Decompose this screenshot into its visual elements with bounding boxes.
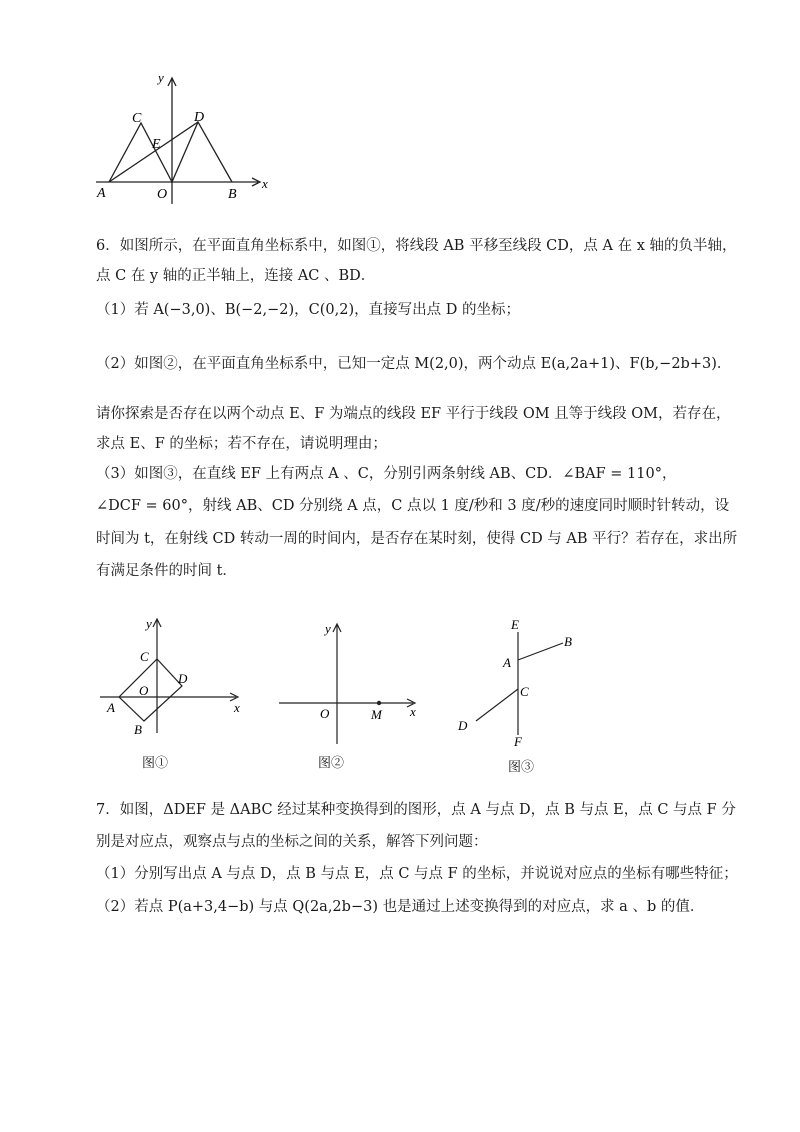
f2-label-x: x — [410, 704, 416, 719]
f3-label-f: F — [514, 734, 522, 749]
figure-2 — [279, 624, 415, 744]
f1-label-x: x — [234, 700, 240, 715]
label-b: B — [228, 187, 237, 202]
q7-line-2: 别是对应点，观察点与点的坐标之间的关系，解答下列问题： — [96, 834, 488, 850]
q6-line-4: （2）如图②，在平面直角坐标系中，已知一定点 M(2,0)，两个动点 E(a,2a+1)、F(b,−2b+3)． — [96, 356, 732, 372]
q6-line-8: ∠DCF = 60°，射线 AB、CD 分别绕 A 点，C 点以 1 度/秒和 3 度/秒的速度同时顺时针转动，设 — [96, 498, 730, 514]
label-a: A — [97, 186, 106, 201]
f3-label-a: A — [503, 655, 511, 670]
figure-1 — [100, 619, 238, 733]
label-c: C — [132, 111, 142, 126]
label-o: O — [157, 187, 168, 202]
f1-label-a: A — [107, 700, 115, 715]
f3-label-b: B — [564, 634, 572, 649]
point-m — [377, 701, 381, 705]
label-y: y — [158, 70, 164, 85]
f2-label-y: y — [325, 621, 331, 636]
segments-ac-co-od-db — [109, 122, 232, 182]
q6-line-3: （1）若 A(−3,0)、B(−2,−2)，C(0,2)，直接写出点 D 的坐标； — [96, 302, 520, 318]
q6-line-9: 时间为 t，在射线 CD 转动一周的时间内，是否存在某时刻，使得 CD 与 AB 平行？若存在，求出所 — [96, 531, 738, 547]
q7-line-3: （1）分别写出点 A 与点 D，点 B 与点 E，点 C 与点 F 的坐标，并说说对应点的坐标有哪些特征； — [96, 866, 738, 882]
f1-label-d: D — [178, 671, 188, 686]
q6-line-5: 请你探索是否存在以两个动点 E、F 为端点的线段 EF 平行于线段 OM 且等于线段 OM，若存在， — [96, 406, 731, 422]
q6-line-10: 有满足条件的时间 t． — [96, 563, 237, 579]
q6-line-1: 6．如图所示，在平面直角坐标系中，如图①，将线段 AB 平移至线段 CD，点 A 在 x 轴的负半轴， — [96, 238, 737, 254]
label-d: D — [194, 110, 205, 125]
label-e: E — [152, 137, 161, 152]
f3-label-c: C — [520, 684, 529, 699]
f1-label-y: y — [146, 616, 152, 631]
f3-label-d: D — [458, 718, 468, 733]
q6-line-7: （3）如图③，在直线 EF 上有两点 A 、C，分别引两条射线 AB、CD．∠BAF = 110°， — [96, 466, 677, 482]
q6-line-6: 求点 E、F 的坐标；若不存在，请说明理由； — [96, 436, 387, 452]
label-x: x — [262, 176, 268, 191]
caption-figure-3: 图③ — [508, 760, 535, 775]
f3-label-e: E — [511, 617, 519, 632]
f2-label-m: M — [371, 707, 382, 722]
q6-line-2: 点 C 在 y 轴的正半轴上，连接 AC 、BD． — [96, 268, 376, 284]
f1-label-c: C — [140, 649, 149, 664]
caption-figure-2: 图② — [318, 756, 345, 771]
f1-label-o: O — [139, 683, 149, 698]
f1-label-b: B — [134, 722, 142, 737]
figure-row — [0, 610, 800, 780]
q7-line-1: 7．如图，ΔDEF 是 ΔABC 经过某种变换得到的图形，点 A 与点 D，点 B 与点 E，点 C 与点 F 分 — [96, 802, 736, 818]
caption-figure-1: 图① — [142, 756, 169, 771]
q7-line-4: （2）若点 P(a+3,4−b) 与点 Q(2a,2b−3) 也是通过上述变换得到的对应点，求 a 、b 的值． — [96, 899, 705, 915]
f2-label-o: O — [320, 706, 330, 721]
